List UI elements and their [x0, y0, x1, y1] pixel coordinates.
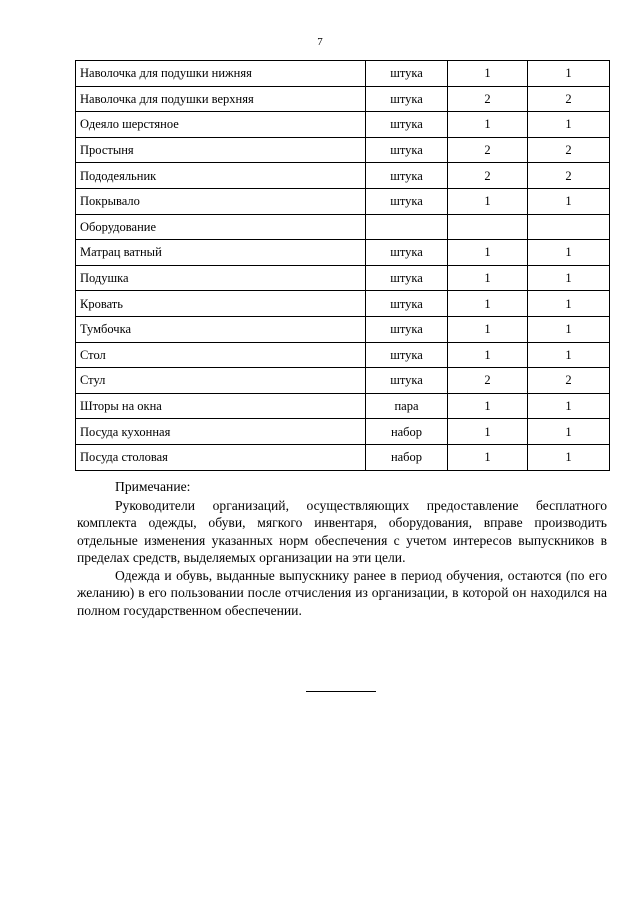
quantity-cell [448, 214, 528, 240]
item-name-cell: Стул [76, 368, 366, 394]
quantity-cell: 2 [448, 368, 528, 394]
unit-cell: штука [366, 342, 448, 368]
item-name-cell: Подушка [76, 265, 366, 291]
unit-cell: штука [366, 112, 448, 138]
item-name-cell: Наволочка для подушки нижняя [76, 61, 366, 87]
quantity-cell: 1 [528, 342, 610, 368]
quantity-cell: 1 [528, 444, 610, 470]
item-name-cell: Стол [76, 342, 366, 368]
unit-cell: штука [366, 316, 448, 342]
quantity-cell: 1 [448, 188, 528, 214]
unit-cell: штука [366, 86, 448, 112]
quantity-cell: 1 [448, 265, 528, 291]
unit-cell: штука [366, 61, 448, 87]
quantity-cell: 1 [448, 291, 528, 317]
quantity-cell: 2 [528, 86, 610, 112]
quantity-cell: 1 [448, 112, 528, 138]
table-row [76, 342, 610, 368]
unit-cell: пара [366, 393, 448, 419]
item-name-cell: Шторы на окна [76, 393, 366, 419]
quantity-cell: 2 [448, 137, 528, 163]
quantity-cell: 1 [528, 291, 610, 317]
item-name-cell: Посуда столовая [76, 444, 366, 470]
unit-cell: штука [366, 265, 448, 291]
quantity-cell: 1 [528, 240, 610, 266]
quantity-cell: 2 [528, 368, 610, 394]
table-row [76, 86, 610, 112]
unit-cell: штука [366, 368, 448, 394]
item-name-cell: Одеяло шерстяное [76, 112, 366, 138]
item-name-cell: Пододеяльник [76, 163, 366, 189]
note-paragraph: Одежда и обувь, выданные выпускнику ранее в период обучения, остаются (по его желанию) в его пользовании после отчисления из организации, в которой он находился на полном государственном обеспечении. [77, 567, 607, 618]
table-row [76, 112, 610, 138]
quantity-cell: 1 [528, 265, 610, 291]
table-row [76, 265, 610, 291]
quantity-cell: 1 [528, 61, 610, 87]
item-name-cell: Покрывало [76, 188, 366, 214]
table-row [76, 419, 610, 445]
quantity-cell: 1 [448, 316, 528, 342]
quantity-cell: 1 [528, 419, 610, 445]
quantity-cell: 1 [528, 112, 610, 138]
item-name-cell: Посуда кухонная [76, 419, 366, 445]
quantity-cell: 2 [528, 163, 610, 189]
unit-cell: штука [366, 188, 448, 214]
table-row [76, 444, 610, 470]
item-name-cell: Кровать [76, 291, 366, 317]
table-row [76, 393, 610, 419]
quantity-cell: 1 [448, 419, 528, 445]
quantity-cell: 1 [528, 316, 610, 342]
table-row [76, 368, 610, 394]
item-name-cell: Матрац ватный [76, 240, 366, 266]
table-row [76, 188, 610, 214]
unit-cell: штука [366, 137, 448, 163]
quantity-cell: 2 [448, 86, 528, 112]
item-name-cell: Наволочка для подушки верхняя [76, 86, 366, 112]
table-row-section [76, 214, 610, 240]
page-number: 7 [317, 36, 323, 48]
quantity-cell: 1 [528, 188, 610, 214]
quantity-cell: 1 [448, 61, 528, 87]
closing-rule [306, 691, 376, 692]
quantity-cell [528, 214, 610, 240]
quantity-cell: 2 [528, 137, 610, 163]
quantity-cell: 2 [448, 163, 528, 189]
table-row [76, 137, 610, 163]
note-section [77, 478, 607, 619]
unit-cell: штука [366, 163, 448, 189]
quantity-cell: 1 [528, 393, 610, 419]
note-title: Примечание: [115, 479, 191, 494]
quantity-cell: 1 [448, 342, 528, 368]
unit-cell: штука [366, 240, 448, 266]
table-row [76, 316, 610, 342]
unit-cell [366, 214, 448, 240]
item-name-cell: Простыня [76, 137, 366, 163]
table-row [76, 291, 610, 317]
quantity-cell: 1 [448, 240, 528, 266]
table-row [76, 163, 610, 189]
table-row [76, 240, 610, 266]
unit-cell: штука [366, 291, 448, 317]
section-name-cell: Оборудование [76, 214, 366, 240]
table-row [76, 61, 610, 87]
quantity-cell: 1 [448, 393, 528, 419]
supply-norms-table [75, 60, 610, 471]
quantity-cell: 1 [448, 444, 528, 470]
item-name-cell: Тумбочка [76, 316, 366, 342]
note-paragraph: Руководители организаций, осуществляющих предоставление бесплатного комплекта одежды, обуви, мягкого инвентаря, оборудования, вправе производить отдельные изменения указанных норм обеспечения с учетом интересов выпускников в пределах средств, выделяемых организации на эти цели. [77, 497, 607, 565]
unit-cell: набор [366, 444, 448, 470]
unit-cell: набор [366, 419, 448, 445]
